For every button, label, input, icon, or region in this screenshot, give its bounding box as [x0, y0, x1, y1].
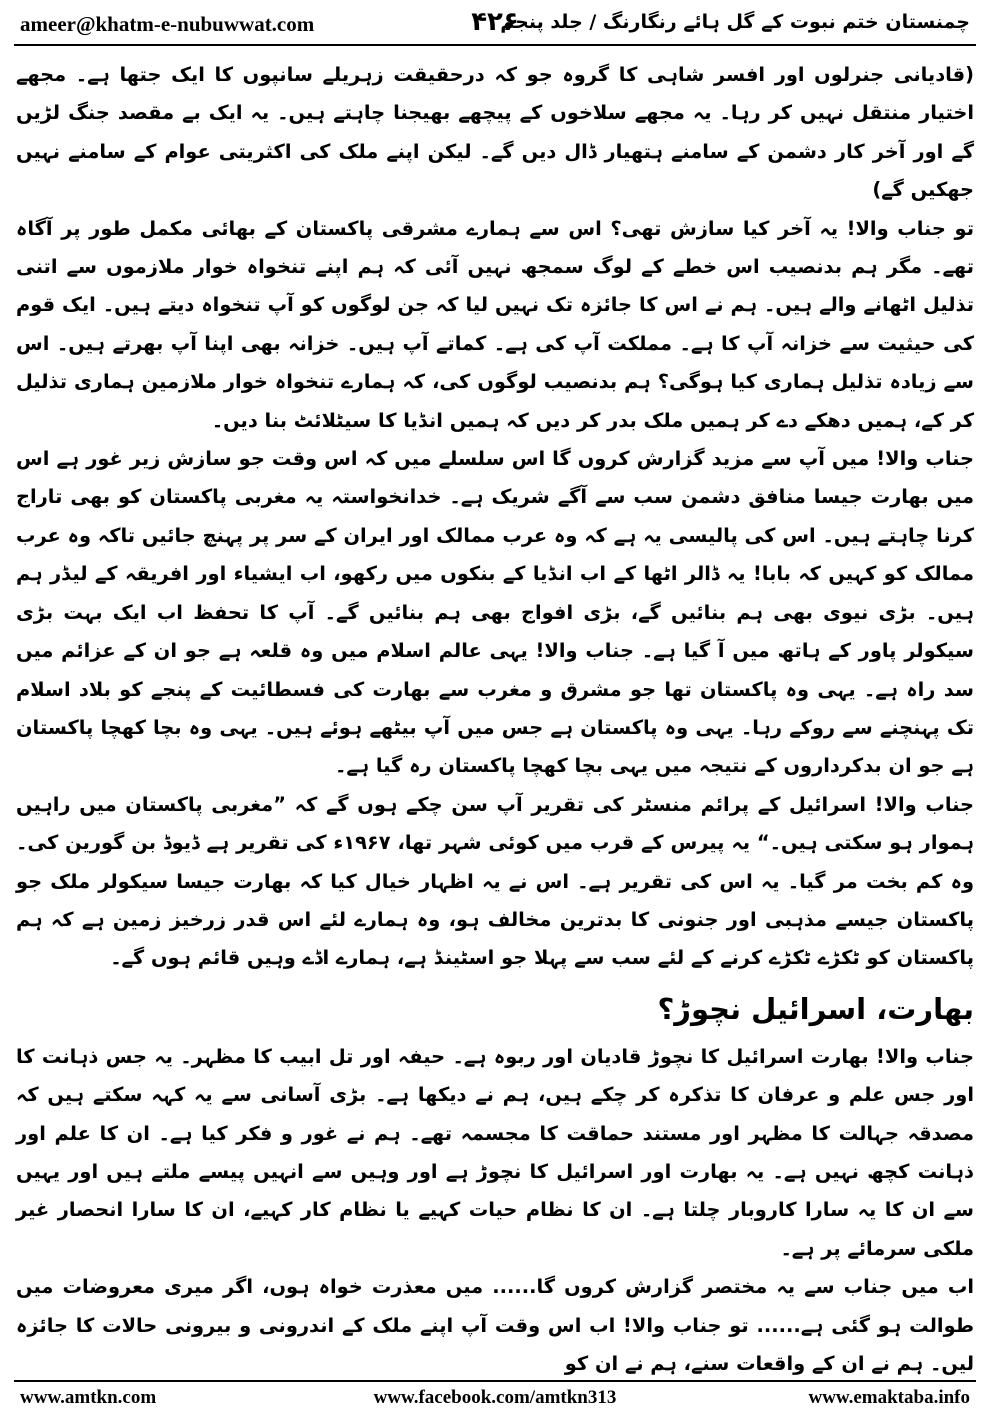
section-heading: بھارت، اسرائیل نچوڑ؟ — [657, 991, 974, 1026]
paragraph: جناب والا! اسرائیل کے پرائم منسٹر کی تقریر آپ سن چکے ہوں گے کہ ”مغربی پاکستان میں راہیں ہموار ہو سکتی ہیں۔“ یہ پیرس کے قرب میں کوئی شہر تھا، ۱۹۶۷ء کی تقریر ہے ڈیوڈ بن گورین کی۔ وہ کم بخت مر گیا۔ یہ اس کی تقریر ہے۔ اس نے یہ اظہار خیال کیا کہ بھارت جیسا سیکولر ملک جو پاکستان جیسے مذہبی اور جنونی کا بدترین مخالف ہو، وہ ہمارے لئے اس قدر زرخیز زمین ہے کہ ہم پاکستان کو ٹکڑے ٹکڑے کرنے کے لئے سب سے پہلا جو اسٹینڈ ہے، ہمارے اڈے وہیں قائم ہوں گے۔ — [16, 792, 974, 970]
header-email: ameer@khatm-e-nubuwwat.com — [20, 12, 315, 36]
page-number: ۴۲۶ — [471, 7, 519, 37]
page-header — [14, 6, 976, 46]
footer-link-amtkn[interactable]: www.amtkn.com — [20, 1387, 157, 1408]
paragraph: جناب والا! میں آپ سے مزید گزارش کروں گا اس سلسلے میں کہ اس وقت جو سازش زیر غور ہے اس میں بھارت جیسا منافق دشمن سب سے آگے شریک ہے۔ خدانخواستہ یہ مغربی پاکستان کو بھی تاراج کرنا چاہتے ہیں۔ اس کی پالیسی یہ ہے کہ وہ عرب ممالک اور ایران کے سر پر پہنچ جائیں تاکہ وہ عرب ممالک کو کہیں کہ بابا! یہ ڈالر اٹھا کے اب انڈیا کے بنکوں میں رکھو، اب ایشیاء اور افریقہ کے لیڈر ہم ہیں۔ بڑی نیوی بھی ہم بنائیں گے، بڑی افواج بھی ہم بنائیں گے۔ آپ کا تحفظ اب ایک بہت بڑی سیکولر پاور کے ہاتھ میں آ گیا ہے۔ جناب والا! یہی عالم اسلام میں وہ قلعہ ہے جو ان کے عزائم میں سد راہ ہے۔ یہی وہ پاکستان تھا جو مشرق و مغرب سے بھارت کی فسطائیت کے پنجے کو بلاد اسلام تک پہنچنے سے روکے رہا۔ یہی وہ پاکستان ہے جس میں آپ بیٹھے ہوئے ہیں۔ یہی وہ بچا کھچا پاکستان ہے جو ان بدکرداروں کے نتیجہ میں یہی بچا کھچا پاکستان رہ گیا ہے۔ — [16, 447, 974, 778]
paragraph: جناب والا! بھارت اسرائیل کا نچوڑ قادیان اور ربوہ ہے۔ حیفہ اور تل ابیب کا مظہر۔ یہ جس ذہانت کا اور جس علم و عرفان کا تذکرہ کر چکے ہیں، ہم نے دیکھا ہے۔ بڑی آسانی سے یہ کہہ سکتے ہیں کہ مصدقہ جہالت کا مظہر اور مستند حماقت کا مجسمہ تھے۔ ہم نے غور و فکر کیا ہے۔ ان کا علم اور ذہانت کچھ نہیں ہے۔ یہ بھارت اور اسرائیل کا نچوڑ ہے اور وہیں سے انہیں پیسے ملتے ہیں اور یہیں سے ان کا یہ سارا کاروبار چلتا ہے۔ ان کا نظام حیات کہیے یا نظام کار کہیے، ان کا سارا انحصار غیر ملکی سرمائے پر ہے۔ — [16, 1044, 974, 1260]
page-body — [16, 56, 974, 1383]
paragraph: اب میں جناب سے یہ مختصر گزارش کروں گا...... میں معذرت خواہ ہوں، اگر میری معروضات میں طوالت ہو گئی ہے...... تو جناب والا! اب اس وقت آپ اپنے ملک کے اندرونی و بیرونی حالات کا جائزہ لیں۔ ہم نے ان کے واقعات سنے، ہم نے ان کو — [16, 1275, 974, 1375]
footer-link-emaktaba[interactable]: www.emaktaba.info — [808, 1387, 970, 1408]
book-title: چمنستان ختم نبوت کے گل ہائے رنگارنگ / جلد پنجم — [500, 11, 970, 33]
paragraph: تو جناب والا! یہ آخر کیا سازش تھی؟ اس سے ہمارے مشرقی پاکستان کے بھائی مکمل طور پر آگاہ تھے۔ مگر ہم بدنصیب اس خطے کے لوگ سمجھ نہیں آئی کہ ہم اپنے تنخواہ خوار ملازموں سے اتنی تذلیل اٹھانے والے ہیں۔ ہم نے اس کا جائزہ تک نہیں لیا کہ جن لوگوں کو آپ تنخواہ دیتے ہیں۔ ایک قوم کی حیثیت سے خزانہ آپ کا ہے۔ مملکت آپ کی ہے۔ کماتے آپ ہیں۔ خزانہ بھی اپنا آپ بھرتے ہیں۔ اس سے زیادہ تذلیل ہماری کیا ہوگی؟ ہم بدنصیب لوگوں کی، کہ ہمارے تنخواہ خوار ملازمین ہماری تذلیل کر کے، ہمیں دھکے دے کر ہمیں ملک بدر کر دیں کہ ہمیں انڈیا کا سیٹلائٹ بنا دیں۔ — [16, 216, 974, 432]
footer-link-facebook[interactable]: www.facebook.com/amtkn313 — [373, 1387, 617, 1408]
paragraph: (قادیانی جنرلوں اور افسر شاہی کا گروہ جو کہ درحقیقت زہریلے سانپوں کا ایک جتھا ہے۔ مجھے اختیار منتقل نہیں کر رہا۔ یہ مجھے سلاخوں کے پیچھے بھیجنا چاہتے ہیں۔ یہ ایک بے مقصد جنگ لڑیں گے اور آخر کار دشمن کے سامنے ہتھیار ڈال دیں گے۔ لیکن اپنے ملک کی اکثریتی عوام کے سامنے نہیں جھکیں گے) — [16, 63, 974, 202]
page-footer — [14, 1380, 976, 1414]
